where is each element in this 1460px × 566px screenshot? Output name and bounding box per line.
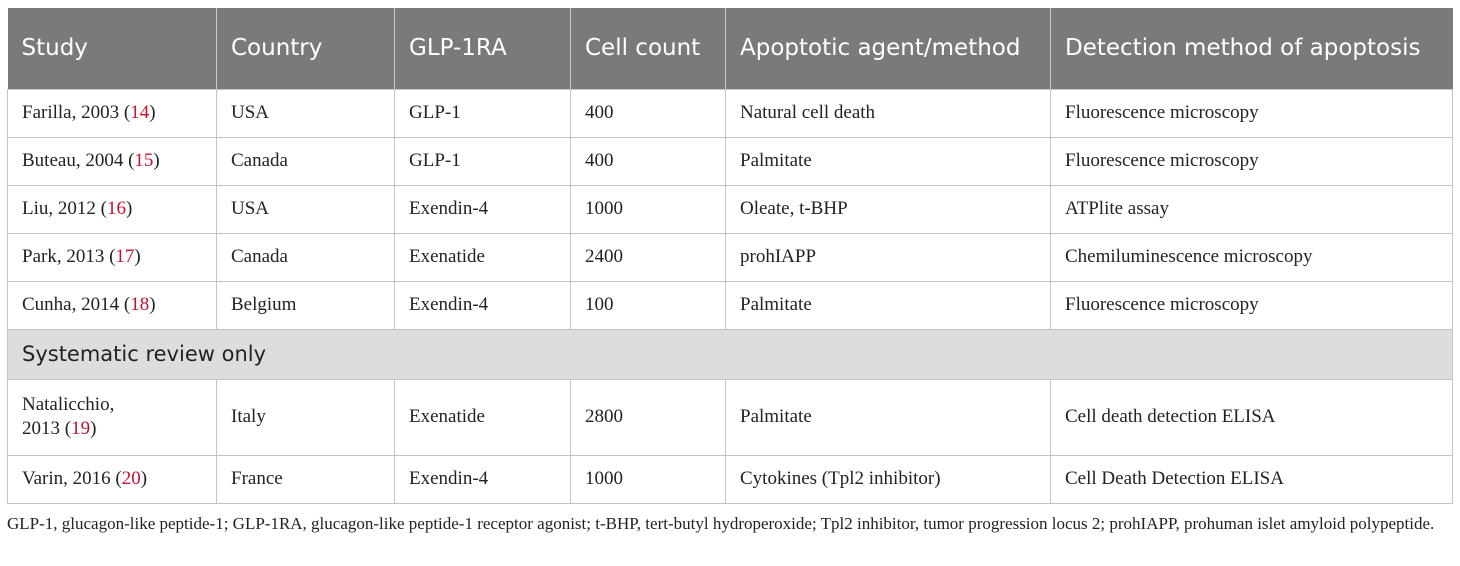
country-cell: Canada <box>217 137 395 185</box>
reference-link[interactable]: 20 <box>121 468 141 489</box>
header-country: Country <box>217 8 395 89</box>
glp1ra-cell: Exendin-4 <box>395 185 571 233</box>
detection-cell: ATPlite assay <box>1051 185 1453 233</box>
table-row <box>8 281 1453 329</box>
detection-cell: Cell death detection ELISA <box>1051 379 1453 455</box>
study-table <box>7 8 1453 504</box>
agent-cell: Palmitate <box>726 379 1051 455</box>
agent-cell: Oleate, t-BHP <box>726 185 1051 233</box>
cell-count-cell: 1000 <box>571 185 726 233</box>
cell-count-cell: 100 <box>571 281 726 329</box>
header-cell-count: Cell count <box>571 8 726 89</box>
glp1ra-cell: Exendin-4 <box>395 455 571 503</box>
study-cell: Farilla, 2003 (14) <box>8 89 217 137</box>
study-cell: Liu, 2012 (16) <box>8 185 217 233</box>
header-detection-method: Detection method of apoptosis <box>1051 8 1453 89</box>
table-row <box>8 89 1453 137</box>
country-cell: Italy <box>217 379 395 455</box>
section-label: Systematic review only <box>8 329 1453 379</box>
country-cell: France <box>217 455 395 503</box>
table-row <box>8 455 1453 503</box>
agent-cell: prohIAPP <box>726 233 1051 281</box>
section-row <box>8 329 1453 379</box>
cell-count-cell: 2400 <box>571 233 726 281</box>
reference-link[interactable]: 15 <box>134 150 154 171</box>
reference-link[interactable]: 17 <box>115 246 135 267</box>
agent-cell: Palmitate <box>726 281 1051 329</box>
glp1ra-cell: Exenatide <box>395 233 571 281</box>
detection-cell: Fluorescence microscopy <box>1051 281 1453 329</box>
study-cell: Buteau, 2004 (15) <box>8 137 217 185</box>
reference-link[interactable]: 18 <box>130 294 150 315</box>
agent-cell: Natural cell death <box>726 89 1051 137</box>
table-footnote: GLP-1, glucagon-like peptide-1; GLP-1RA, glucagon-like peptide-1 receptor agonist; t-BHP, tert-butyl hydroperoxide; Tpl2 inhibitor, tumor progression locus 2; prohIAPP, prohuman islet amyloid polypeptide. <box>7 514 1435 533</box>
agent-cell: Palmitate <box>726 137 1051 185</box>
agent-cell: Cytokines (Tpl2 inhibitor) <box>726 455 1051 503</box>
reference-link[interactable]: 14 <box>130 102 150 123</box>
detection-cell: Fluorescence microscopy <box>1051 137 1453 185</box>
reference-link[interactable]: 16 <box>106 198 126 219</box>
glp1ra-cell: Exenatide <box>395 379 571 455</box>
cell-count-cell: 400 <box>571 89 726 137</box>
country-cell: USA <box>217 185 395 233</box>
glp1ra-cell: GLP-1 <box>395 137 571 185</box>
table-row <box>8 379 1453 455</box>
table-row <box>8 137 1453 185</box>
header-glp1ra: GLP-1RA <box>395 8 571 89</box>
glp1ra-cell: Exendin-4 <box>395 281 571 329</box>
cell-count-cell: 400 <box>571 137 726 185</box>
study-table-container <box>7 8 1452 504</box>
cell-count-cell: 1000 <box>571 455 726 503</box>
table-row <box>8 233 1453 281</box>
reference-link[interactable]: 19 <box>71 418 91 439</box>
detection-cell: Cell Death Detection ELISA <box>1051 455 1453 503</box>
study-cell: Cunha, 2014 (18) <box>8 281 217 329</box>
header-row <box>8 8 1453 89</box>
study-cell: Natalicchio, 2013 (19) <box>8 379 217 455</box>
country-cell: Belgium <box>217 281 395 329</box>
country-cell: Canada <box>217 233 395 281</box>
cell-count-cell: 2800 <box>571 379 726 455</box>
header-apoptotic-agent: Apoptotic agent/method <box>726 8 1051 89</box>
detection-cell: Chemiluminescence microscopy <box>1051 233 1453 281</box>
header-study: Study <box>8 8 217 89</box>
detection-cell: Fluorescence microscopy <box>1051 89 1453 137</box>
country-cell: USA <box>217 89 395 137</box>
study-cell: Varin, 2016 (20) <box>8 455 217 503</box>
study-cell: Park, 2013 (17) <box>8 233 217 281</box>
table-row <box>8 185 1453 233</box>
glp1ra-cell: GLP-1 <box>395 89 571 137</box>
